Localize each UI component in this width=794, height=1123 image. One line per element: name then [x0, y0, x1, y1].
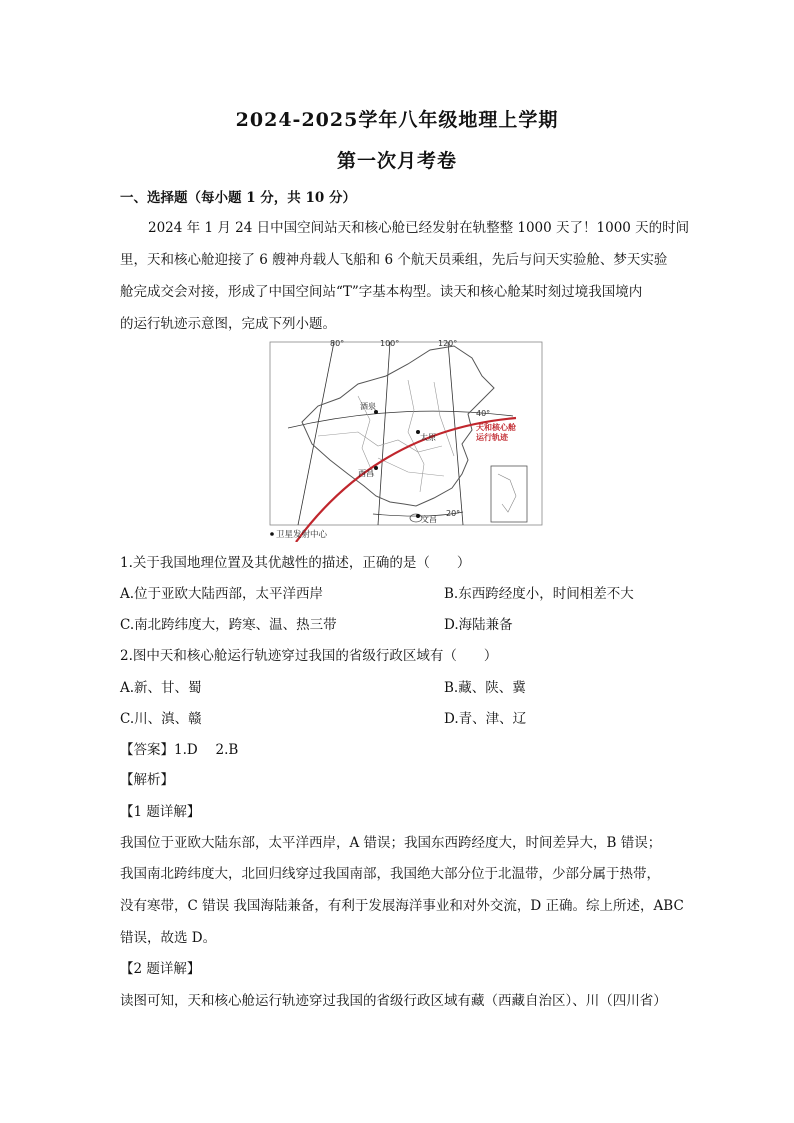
section-heading: 一、选择题（每小题 1 分，共 10 分） [120, 190, 356, 206]
page-subtitle: 第一次月考卷 [336, 150, 457, 172]
passage-line: 里，天和核心舱迎接了 6 艘神舟载人飞船和 6 个航天员乘组，先后与问天实验舱、梦天实验 [120, 252, 668, 268]
passage-line: 舱完成交会对接，形成了中国空间站“T”字基本构型。读天和核心舱某时刻过境我国境内 [120, 284, 643, 300]
detail-1-line: 错误，故选 D。 [120, 930, 217, 946]
q1-option-c[interactable]: C.南北跨纬度大，跨寒、温、热三带 [120, 617, 337, 633]
legend-dot [270, 532, 274, 536]
south-sea-inset [491, 466, 527, 522]
map-legend: 卫星发射中心 [276, 530, 328, 540]
q1-option-b[interactable]: B.东西跨经度小，时间相差不大 [444, 586, 634, 602]
lon-label-80: 80° [330, 339, 345, 348]
wenchang-dot [416, 514, 420, 518]
detail-1-line: 我国南北跨纬度大，北回归线穿过我国南部，我国绝大部分位于北温带，少部分属于热带， [120, 866, 660, 882]
lon-label-100: 100° [380, 339, 400, 348]
q2-option-c[interactable]: C.川、滇、赣 [120, 711, 202, 727]
q1-option-d[interactable]: D.海陆兼备 [444, 617, 513, 633]
xichang-dot [374, 466, 378, 470]
lat-label-20: 20° [446, 509, 461, 518]
lon-label-120: 120° [438, 339, 458, 348]
orbit-map [258, 336, 548, 542]
passage-line: 2024 年 1 月 24 日中国空间站天和核心舱已经发射在轨整整 1000 天了！1000 天的时间 [148, 220, 690, 236]
detail-1-line: 我国位于亚欧大陆东部，太平洋西岸，A 错误；我国东西跨经度大，时间差异大，B 错误； [120, 835, 662, 851]
detail-1-line: 没有寒带，C 错误 我国海陆兼备，有利于发展海洋事业和对外交流，D 正确。综上所述，ABC [120, 898, 684, 914]
detail-2-line: 读图可知，天和核心舱运行轨迹穿过我国的省级行政区域有藏（西藏自治区）、川（四川省） [120, 993, 667, 1009]
analysis-label: 【解析】 [120, 772, 174, 788]
place-xichang: 西昌 [358, 469, 374, 478]
place-wenchang: 文昌 [421, 515, 437, 524]
question-1-stem: 1.关于我国地理位置及其优越性的描述，正确的是（ ） [120, 555, 471, 571]
answer-line: 【答案】1.D 2.B [120, 742, 239, 758]
passage-line: 的运行轨迹示意图，完成下列小题。 [120, 316, 336, 332]
detail-2-label: 【2 题详解】 [120, 961, 201, 977]
q1-option-a[interactable]: A.位于亚欧大陆西部，太平洋西岸 [120, 586, 324, 602]
orbit-label-1: 天和核心舱 [476, 423, 516, 432]
q2-option-a[interactable]: A.新、甘、蜀 [120, 680, 202, 696]
orbit-label-2: 运行轨迹 [476, 433, 508, 442]
lat-label-40: 40° [476, 409, 491, 418]
q2-option-d[interactable]: D.青、津、辽 [444, 711, 527, 727]
place-taiyuan: 太原 [420, 433, 436, 442]
question-2-stem: 2.图中天和核心舱运行轨迹穿过我国的省级行政区域有（ ） [120, 648, 498, 664]
place-jiuquan: 酒泉 [360, 402, 376, 411]
q2-option-b[interactable]: B.藏、陕、冀 [444, 680, 526, 696]
page-title: 2024-2025学年八年级地理上学期 [235, 109, 559, 131]
detail-1-label: 【1 题详解】 [120, 804, 201, 820]
